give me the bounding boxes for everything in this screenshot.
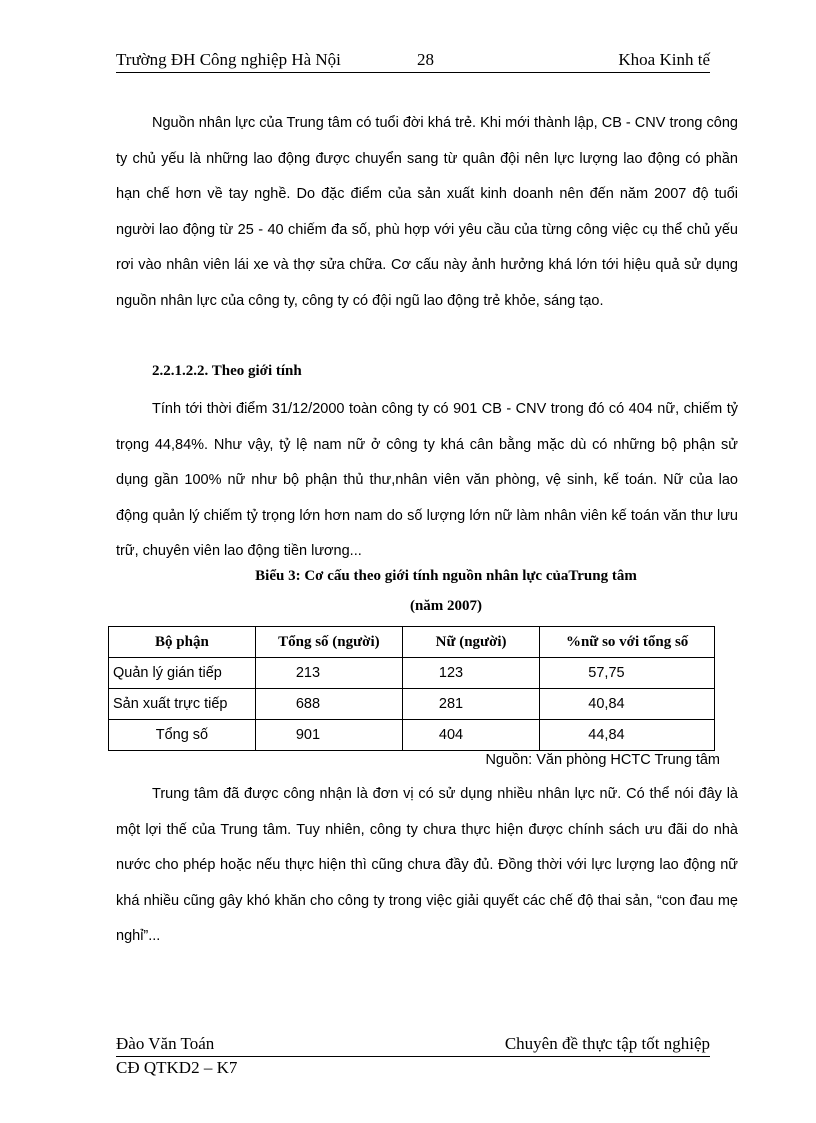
column-header: Bộ phận: [109, 627, 256, 658]
table-cell: 40,84: [540, 689, 715, 720]
table-header-row: [109, 627, 715, 658]
footer-document-type: Chuyên đề thực tập tốt nghiệp: [504, 1034, 710, 1053]
table-row: [109, 689, 715, 720]
page-footer: [116, 1034, 710, 1057]
column-header: Tổng số (người): [255, 627, 402, 658]
gender-structure-table: [108, 626, 715, 751]
body-section-2: [116, 392, 738, 570]
table-cell: 404: [402, 720, 539, 751]
paragraph: Nguồn nhân lực của Trung tâm có tuổi đời khá trẻ. Khi mới thành lập, CB - CNV trong công ty chủ yếu là những lao động được chuyển sang từ quân đội nên lực lượng lao động có phần hạn chế hơn về tay nghề. Do đặc điểm của sản xuất kinh doanh nên đến năm 2007 độ tuổi người lao động từ 25 - 40 chiếm đa số, phù hợp với yêu cầu của từng công việc cụ thể chủ yếu rơi vào nhân viên lái xe và thợ sửa chữa. Cơ cấu này ảnh hưởng khá lớn tới hiệu quả sử dụng nguồn nhân lực của công ty, công ty có đội ngũ lao động trẻ khỏe, sáng tạo.: [116, 115, 738, 309]
page-header: [116, 48, 710, 73]
body-section-3: [116, 777, 738, 955]
table-title: Biểu 3: Cơ cấu theo giới tính nguồn nhân lực củaTrung tâm: [255, 568, 637, 584]
body-section-1: [116, 106, 738, 319]
footer-class: CĐ QTKD2 – K7: [116, 1058, 238, 1077]
table-row: [109, 658, 715, 689]
table-subtitle: (năm 2007): [409, 598, 483, 614]
table-cell: Tổng số: [109, 720, 256, 751]
footer-author: Đào Văn Toán: [116, 1034, 215, 1053]
table-cell: 901: [255, 720, 402, 751]
table-cell: 281: [402, 689, 539, 720]
table-cell: Sản xuất trực tiếp: [109, 689, 256, 720]
header-school: Trường ĐH Công nghiệp Hà Nội: [116, 50, 341, 69]
table-cell: Quản lý gián tiếp: [109, 658, 256, 689]
paragraph: Tính tới thời điểm 31/12/2000 toàn công ty có 901 CB - CNV trong đó có 404 nữ, chiếm tỷ trọng 44,84%. Như vậy, tỷ lệ nam nữ ở công ty khá cân bằng mặc dù có những bộ phận sử dụng gần 100% nữ như bộ phận thủ thư,nhân viên văn phòng, vệ sinh, kế toán. Nữ của lao động quản lý chiếm tỷ trọng lớn hơn nam do số lượng lớn nữ làm nhân viên kế toán văn thư lưu trữ, chuyên viên lao động tiền lương...: [116, 401, 738, 559]
table-cell: 213: [255, 658, 402, 689]
column-header: Nữ (người): [402, 627, 539, 658]
header-faculty: Khoa Kinh tế: [618, 50, 710, 69]
table-cell: 123: [402, 658, 539, 689]
column-header: %nữ so với tổng số: [540, 627, 715, 658]
section-heading: 2.2.1.2.2. Theo giới tính: [152, 363, 302, 379]
table-cell: 57,75: [540, 658, 715, 689]
table-source: Nguồn: Văn phòng HCTC Trung tâm: [485, 752, 720, 768]
paragraph: Trung tâm đã được công nhận là đơn vị có sử dụng nhiều nhân lực nữ. Có thể nói đây là một lợi thế của Trung tâm. Tuy nhiên, công ty chưa thực hiện được chính sách ưu đãi do nhà nước cho phép hoặc nếu thực hiện thì cũng chưa đầy đủ. Đồng thời với lực lượng lao động nữ khá nhiều cũng gây khó khăn cho công ty trong việc giải quyết các chế độ thai sản, “con đau mẹ nghỉ”...: [116, 786, 738, 944]
table-cell: 688: [255, 689, 402, 720]
table-row: [109, 720, 715, 751]
page-number: 28: [417, 50, 434, 69]
table-cell: 44,84: [540, 720, 715, 751]
